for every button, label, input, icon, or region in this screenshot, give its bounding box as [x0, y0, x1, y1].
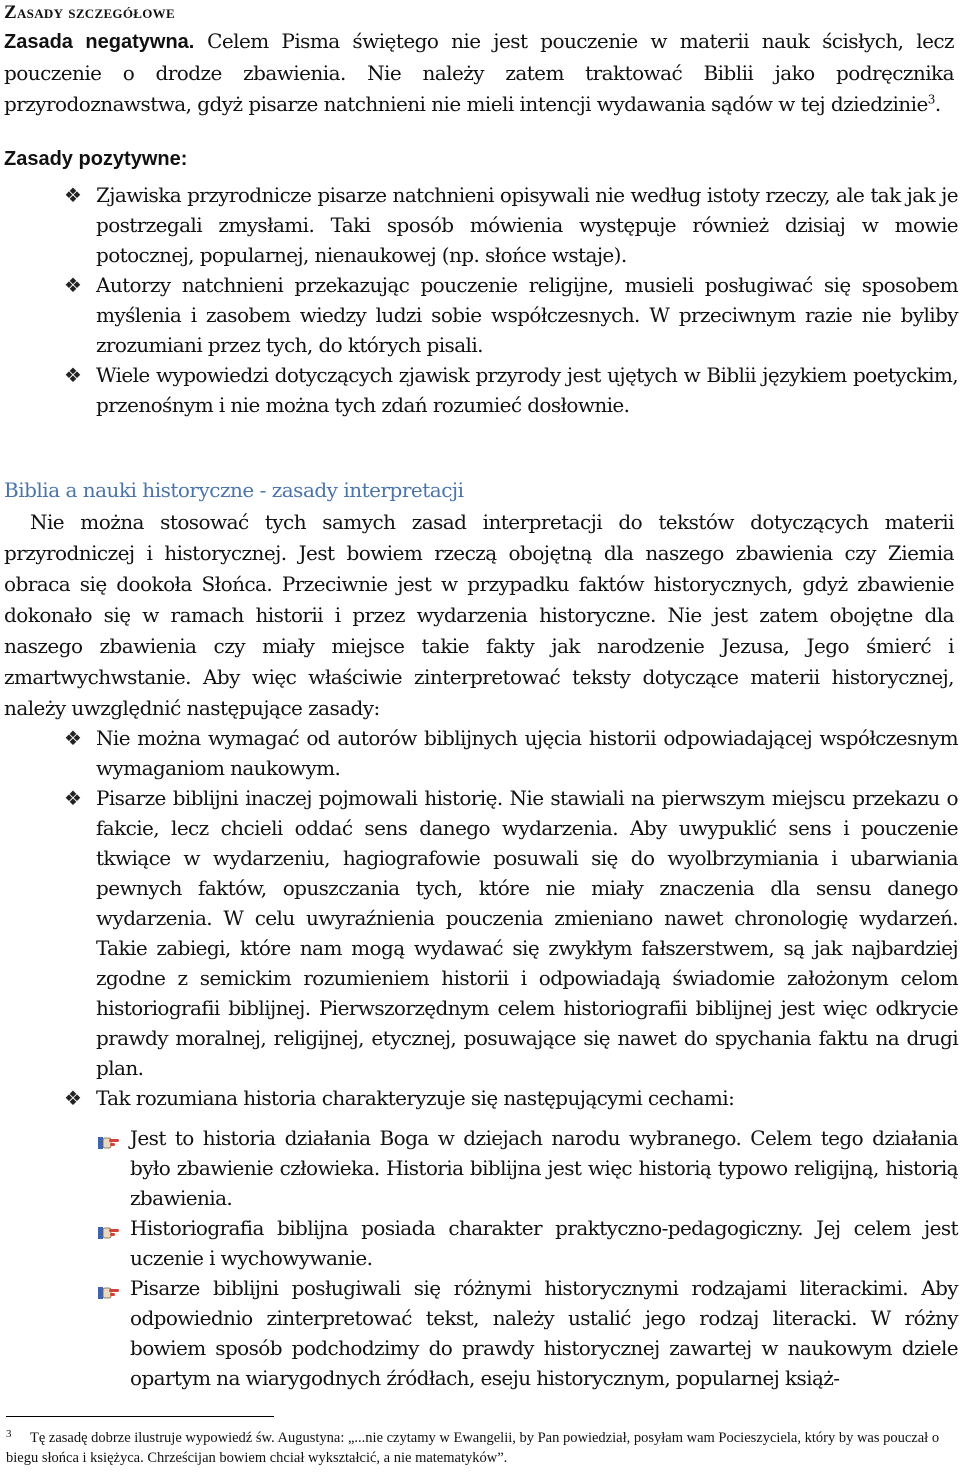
history-paragraph: Nie można stosować tych samych zasad interpretacji do tekstów dotyczących materii przyrodniczej i historycznej. Jest bowiem rzeczą obojętną dla naszego zbawienia czy Ziemia obraca się dookoła Słońca. Przeciwnie jest w przypadku faktów historycznych, gdyż zbawienie dokonało się w ramach historii i przez wydarzenia historyczne. Nie jest zatem obojętne dla naszego zbawienia czy miały miejsce takie fakty jak narodzenie Jezusa, Jego śmierć i zmartwychwstanie. Aby więc właściwie zinterpretować teksty dotyczące materii historycznej, należy uwzględnić następujące zasady: — [4, 510, 954, 720]
positive-principles-heading: Zasady pozytywne: — [4, 148, 188, 170]
footnote-ref[interactable]: 3 — [927, 92, 935, 107]
diamond-bullet-icon: ❖ — [64, 726, 82, 750]
history-principles-list — [0, 723, 958, 1113]
diamond-bullet-icon: ❖ — [64, 273, 82, 297]
positive-principles-list — [0, 180, 958, 420]
history-section-heading: Biblia a nauki historyczne - zasady interpretacji — [4, 478, 464, 502]
negative-principle-paragraph: Zasada negatywna. Celem Pisma świętego nie jest pouczenie w materii nauk ścisłych, lecz pouczenie o drodze zbawienia. Nie należy zatem traktować Biblii jako podręcznika przyrodoznawstwa, gdyż pisarze natchnieni nie mieli intencji wydawania sądów w tej dziedzinie$^3$. — [4, 29, 954, 116]
pointing-hand-icon — [98, 1129, 120, 1145]
list-item: ❖ Autorzy natchnieni przekazując pouczenie religijne, musieli posługiwać się sposobem myślenia i zasobem wiedzy ludzi sobie współczesnych. W przeciwnym razie nie byliby zrozumiani przez tych, do których pisali. — [0, 270, 958, 360]
list-item: ❖ Tak rozumiana historia charakteryzuje się następującymi cechami: — [0, 1083, 958, 1113]
list-item: ❖ Zjawiska przyrodnicze pisarze natchnieni opisywali nie według istoty rzeczy, ale tak jak je postrzegali zmysłami. Taki sposób mówienia występuje również dzisiaj w mowie potocznej, popularnej, nienaukowej (np. słońce wstaje). — [0, 180, 958, 270]
section-title: Zasady szczegółowe — [4, 2, 175, 23]
negative-principle-lead: Zasada negatywna. — [4, 31, 195, 53]
list-item: ❖ Pisarze biblijni inaczej pojmowali historię. Nie stawiali na pierwszym miejscu przekazu o fakcie, lecz chcieli oddać sens danego wydarzenia. Aby uwypuklić sens i pouczenie tkwiące w wydarzeniu, hagiografowie posuwali się do wyolbrzymiania i ubarwiania pewnych faktów, opuszczania tych, które nie miały znaczenia dla sensu danego wydarzenia. W celu uwyraźnienia pouczenia zmieniano nawet chronologię wydarzeń. Takie zabiegi, które nam mogą wydawać się zwykłym fałszerstwem, są jak najbardziej zgodne z semickim rozumieniem historii i odpowiadają świadomie założonym celom historiografii biblijnej. Pierwszorzędnym celem historiografii biblijnej jest więc odkrycie prawdy moralnej, religijnej, etycznej, posuwające się nawet do spychania faktu na drugi plan. — [0, 783, 958, 1083]
list-item: Historiografia biblijna posiada charakter praktyczno-pedagogiczny. Jej celem jest uczenie i wychowywanie. — [0, 1213, 958, 1273]
history-features-list — [0, 1123, 958, 1393]
diamond-bullet-icon: ❖ — [64, 786, 82, 810]
footnote-text: Tę zasadę dobrze ilustruje wypowiedź św. Augustyna: „...nie czytamy w Ewangelii, by Pan powiedział, posyłam wam Pocieszyciela, który by was pouczał o biegu słońca i księżyca. Chrześcijan bowiem chciał wykształcić, a nie matematyków”. — [6, 1430, 940, 1466]
diamond-bullet-icon: ❖ — [64, 183, 82, 207]
negative-principle-text: Celem Pisma świętego nie jest pouczenie w materii nauk ścisłych, lecz pouczenie o drodze zbawienia. Nie należy zatem traktować Biblii jako podręcznika przyrodoznawstwa, gdyż pisarze natchnieni nie mieli intencji wydawania sądów w tej dziedzinie — [4, 29, 954, 116]
footnote-separator — [6, 1416, 274, 1417]
list-item: Jest to historia działania Boga w dziejach narodu wybranego. Celem tego działania było zbawienie człowieka. Historia biblijna jest więc historią typowo religijną, historią zbawienia. — [0, 1123, 958, 1213]
diamond-bullet-icon: ❖ — [64, 1086, 82, 1110]
footnote — [6, 1428, 958, 1468]
list-item: Pisarze biblijni posługiwali się różnymi historycznymi rodzajami literackimi. Aby odpowiednio zinterpretować tekst, należy ustalić jego rodzaj literacki. W różny bowiem sposób podchodzimy do prawdy historycznej zawartej w naukowym dziele opartym na wiarygodnych źródłach, eseju historycznym, popularnej książ- — [0, 1273, 958, 1393]
list-item: ❖ Nie można wymagać od autorów biblijnych ujęcia historii odpowiadającej współczesnym wymaganiom naukowym. — [0, 723, 958, 783]
pointing-hand-icon — [98, 1279, 120, 1295]
diamond-bullet-icon: ❖ — [64, 363, 82, 387]
pointing-hand-icon — [98, 1219, 120, 1235]
list-item: ❖ Wiele wypowiedzi dotyczących zjawisk przyrody jest ujętych w Biblii językiem poetyckim, przenośnym i nie można tych zdań rozumieć dosłownie. — [0, 360, 958, 420]
footnote-number: 3 — [6, 1428, 12, 1440]
